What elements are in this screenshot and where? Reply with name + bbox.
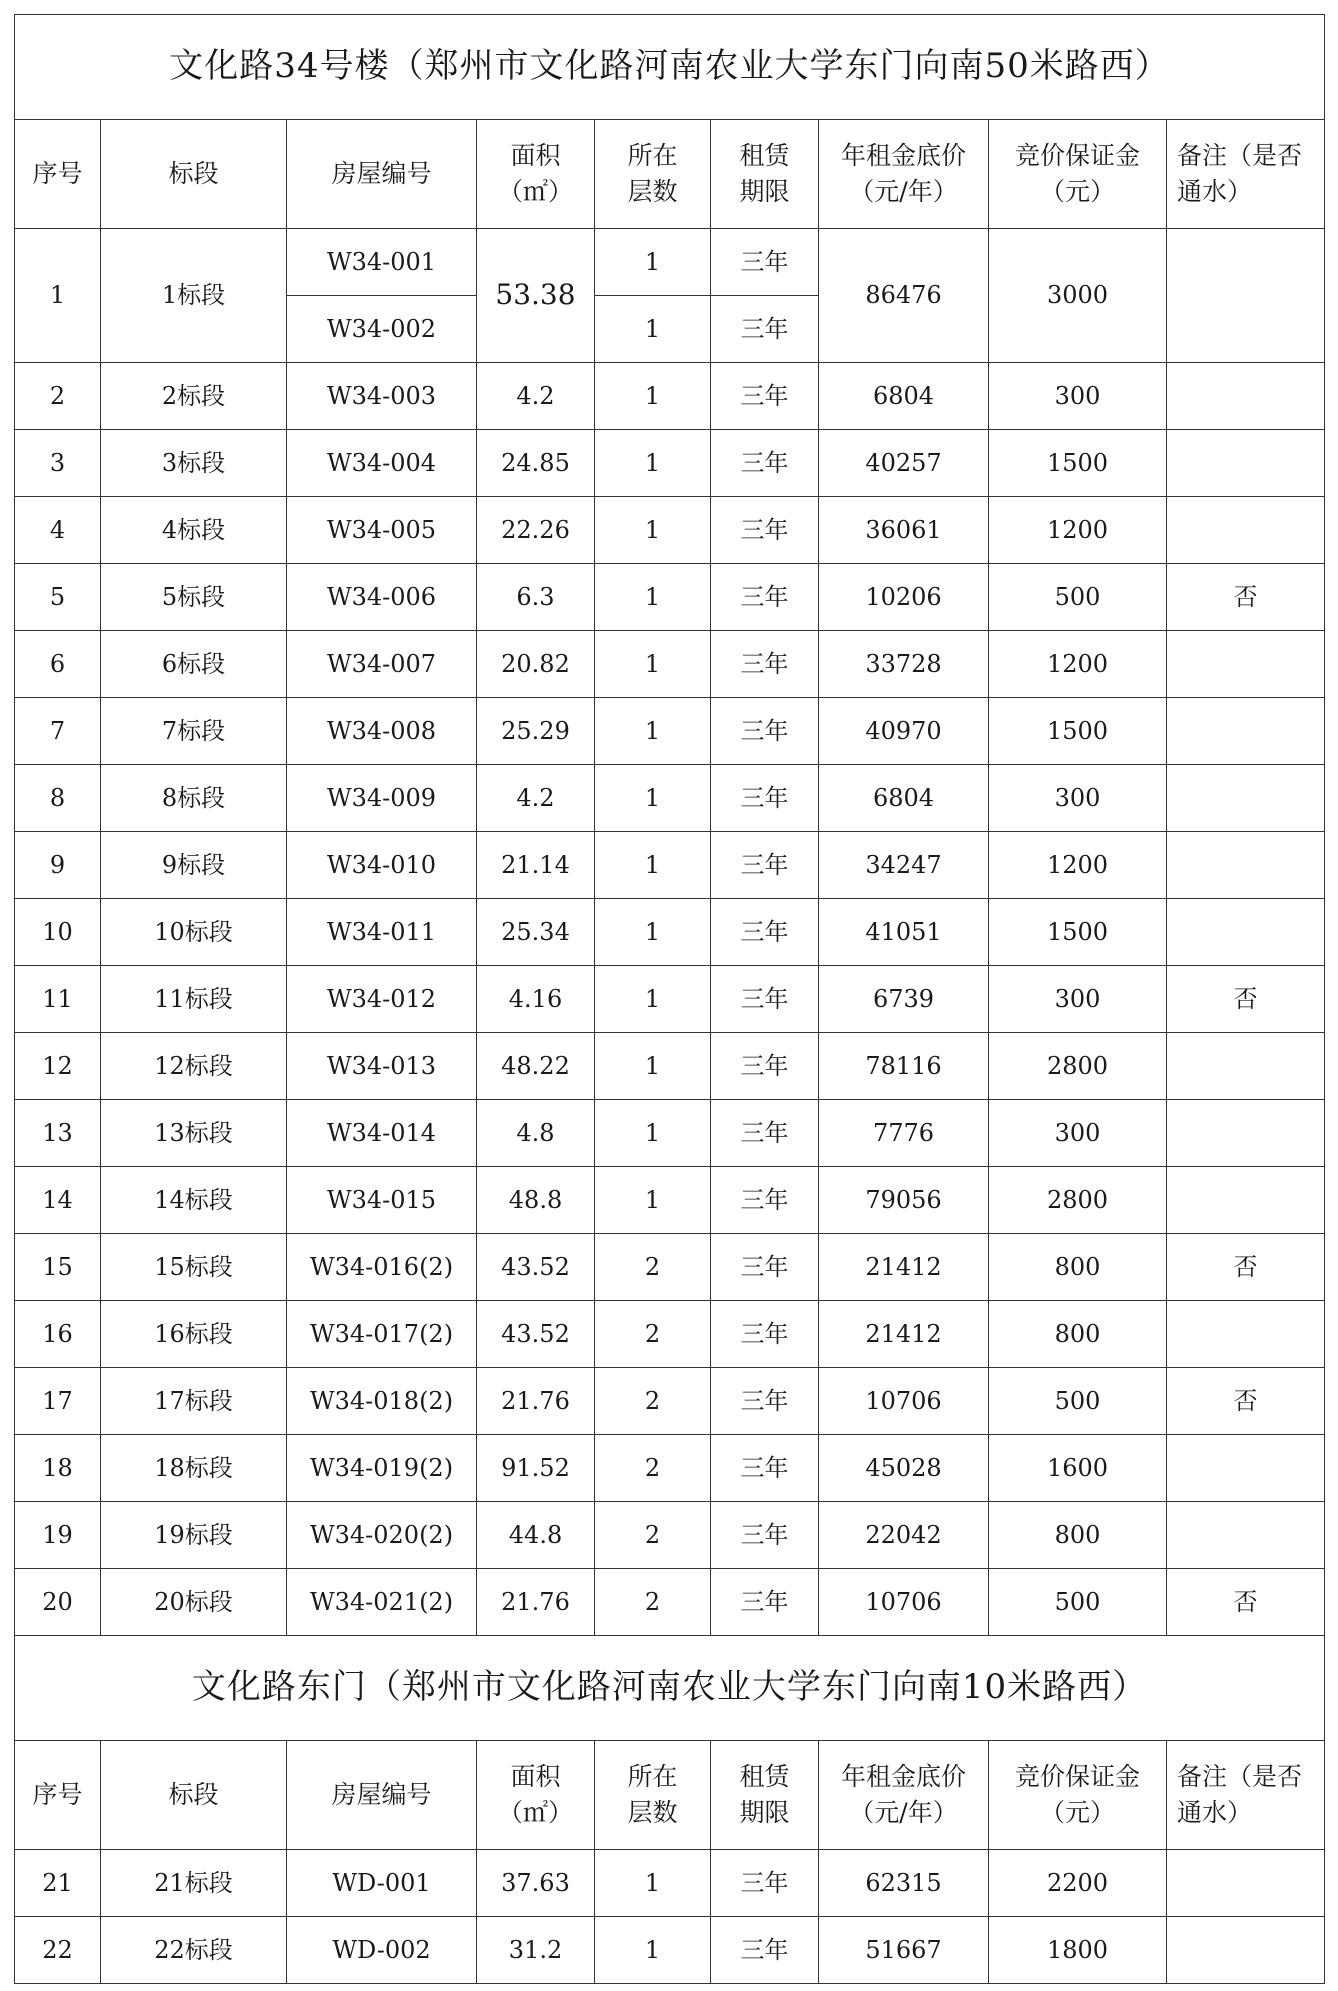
cell-deposit: 2800: [989, 1167, 1167, 1234]
header-lot: 标段: [101, 120, 287, 229]
cell-seq: 11: [15, 966, 101, 1033]
cell-floor: 1: [595, 229, 711, 296]
cell-floor: 1: [595, 966, 711, 1033]
cell-floor: 1: [595, 832, 711, 899]
cell-house: W34-014: [287, 1100, 477, 1167]
cell-deposit: 2200: [989, 1850, 1167, 1917]
cell-area: 4.8: [477, 1100, 595, 1167]
cell-note: [1167, 229, 1325, 363]
cell-lot: 5标段: [101, 564, 287, 631]
header-floor: 所在 层数: [595, 1741, 711, 1850]
cell-floor: 1: [595, 1167, 711, 1234]
cell-floor: 1: [595, 564, 711, 631]
header-term: 租赁 期限: [711, 120, 819, 229]
cell-seq: 17: [15, 1368, 101, 1435]
cell-house: W34-006: [287, 564, 477, 631]
cell-rent: 10706: [819, 1569, 989, 1636]
section-title-1: 文化路34号楼（郑州市文化路河南农业大学东门向南50米路西）: [15, 15, 1325, 120]
header-row: [15, 1741, 1325, 1850]
rental-table: [14, 14, 1325, 1984]
cell-area: 21.76: [477, 1368, 595, 1435]
cell-house: W34-005: [287, 497, 477, 564]
cell-term: 三年: [711, 1435, 819, 1502]
header-floor: 所在 层数: [595, 120, 711, 229]
table-row: [15, 564, 1325, 631]
cell-area: 48.8: [477, 1167, 595, 1234]
cell-floor: 2: [595, 1435, 711, 1502]
cell-house: W34-017(2): [287, 1301, 477, 1368]
cell-term: 三年: [711, 564, 819, 631]
cell-term: 三年: [711, 430, 819, 497]
cell-house: W34-009: [287, 765, 477, 832]
cell-rent: 41051: [819, 899, 989, 966]
cell-note: [1167, 1100, 1325, 1167]
cell-rent: 78116: [819, 1033, 989, 1100]
cell-floor: 1: [595, 631, 711, 698]
cell-note: [1167, 363, 1325, 430]
cell-note: [1167, 765, 1325, 832]
cell-area: 22.26: [477, 497, 595, 564]
cell-seq: 6: [15, 631, 101, 698]
cell-area: 4.16: [477, 966, 595, 1033]
cell-house: W34-013: [287, 1033, 477, 1100]
cell-area: 6.3: [477, 564, 595, 631]
header-house-no: 房屋编号: [287, 1741, 477, 1850]
cell-seq: 4: [15, 497, 101, 564]
cell-rent: 6739: [819, 966, 989, 1033]
cell-deposit: 300: [989, 966, 1167, 1033]
cell-rent: 7776: [819, 1100, 989, 1167]
cell-house: W34-007: [287, 631, 477, 698]
cell-seq: 21: [15, 1850, 101, 1917]
cell-floor: 1: [595, 363, 711, 430]
cell-lot: 8标段: [101, 765, 287, 832]
cell-area: 21.14: [477, 832, 595, 899]
cell-house: W34-001: [287, 229, 477, 296]
cell-term: 三年: [711, 296, 819, 363]
cell-seq: 18: [15, 1435, 101, 1502]
cell-term: 三年: [711, 497, 819, 564]
cell-note: [1167, 899, 1325, 966]
cell-deposit: 1200: [989, 832, 1167, 899]
cell-lot: 20标段: [101, 1569, 287, 1636]
table-row: [15, 1368, 1325, 1435]
cell-area: 4.2: [477, 765, 595, 832]
cell-note: 否: [1167, 564, 1325, 631]
header-lot: 标段: [101, 1741, 287, 1850]
cell-deposit: 1200: [989, 631, 1167, 698]
cell-house: W34-004: [287, 430, 477, 497]
cell-lot: 17标段: [101, 1368, 287, 1435]
cell-deposit: 800: [989, 1502, 1167, 1569]
cell-house: WD-001: [287, 1850, 477, 1917]
cell-lot: 13标段: [101, 1100, 287, 1167]
cell-seq: 10: [15, 899, 101, 966]
cell-term: 三年: [711, 363, 819, 430]
cell-note: [1167, 1033, 1325, 1100]
cell-note: [1167, 698, 1325, 765]
cell-deposit: 800: [989, 1234, 1167, 1301]
table-row: [15, 1301, 1325, 1368]
cell-house: W34-021(2): [287, 1569, 477, 1636]
cell-deposit: 1500: [989, 430, 1167, 497]
cell-term: 三年: [711, 832, 819, 899]
cell-lot: 11标段: [101, 966, 287, 1033]
cell-lot: 9标段: [101, 832, 287, 899]
cell-house: WD-002: [287, 1917, 477, 1984]
cell-lot: 15标段: [101, 1234, 287, 1301]
cell-deposit: 1600: [989, 1435, 1167, 1502]
cell-rent: 10706: [819, 1368, 989, 1435]
cell-lot: 16标段: [101, 1301, 287, 1368]
cell-seq: 1: [15, 229, 101, 363]
header-seq: 序号: [15, 1741, 101, 1850]
cell-seq: 15: [15, 1234, 101, 1301]
cell-lot: 14标段: [101, 1167, 287, 1234]
table-row: [15, 631, 1325, 698]
header-note: 备注（是否 通水）: [1167, 1741, 1325, 1850]
cell-lot: 3标段: [101, 430, 287, 497]
cell-rent: 62315: [819, 1850, 989, 1917]
cell-lot: 19标段: [101, 1502, 287, 1569]
cell-house: W34-011: [287, 899, 477, 966]
cell-area: 24.85: [477, 430, 595, 497]
cell-seq: 3: [15, 430, 101, 497]
cell-term: 三年: [711, 765, 819, 832]
cell-note: [1167, 1917, 1325, 1984]
cell-floor: 2: [595, 1502, 711, 1569]
table-row: [15, 765, 1325, 832]
cell-floor: 1: [595, 1100, 711, 1167]
cell-lot: 2标段: [101, 363, 287, 430]
cell-floor: 1: [595, 1917, 711, 1984]
header-rent: 年租金底价 （元/年）: [819, 1741, 989, 1850]
cell-note: [1167, 430, 1325, 497]
table-row: [15, 1502, 1325, 1569]
cell-rent: 79056: [819, 1167, 989, 1234]
cell-deposit: 3000: [989, 229, 1167, 363]
header-term: 租赁 期限: [711, 1741, 819, 1850]
cell-lot: 4标段: [101, 497, 287, 564]
cell-note: [1167, 1850, 1325, 1917]
cell-seq: 20: [15, 1569, 101, 1636]
cell-note: [1167, 1301, 1325, 1368]
cell-note: [1167, 832, 1325, 899]
cell-house: W34-016(2): [287, 1234, 477, 1301]
cell-rent: 21412: [819, 1301, 989, 1368]
cell-floor: 1: [595, 765, 711, 832]
cell-deposit: 300: [989, 765, 1167, 832]
cell-floor: 2: [595, 1368, 711, 1435]
cell-house: W34-020(2): [287, 1502, 477, 1569]
cell-term: 三年: [711, 1234, 819, 1301]
cell-deposit: 1200: [989, 497, 1167, 564]
table-row: [15, 1917, 1325, 1984]
cell-area: 21.76: [477, 1569, 595, 1636]
cell-rent: 6804: [819, 765, 989, 832]
cell-deposit: 500: [989, 564, 1167, 631]
cell-rent: 22042: [819, 1502, 989, 1569]
cell-house: W34-008: [287, 698, 477, 765]
cell-house: W34-010: [287, 832, 477, 899]
cell-deposit: 1500: [989, 899, 1167, 966]
cell-note: [1167, 1435, 1325, 1502]
cell-area: 37.63: [477, 1850, 595, 1917]
cell-term: 三年: [711, 899, 819, 966]
table-row: [15, 832, 1325, 899]
table-row: [15, 1569, 1325, 1636]
cell-note: 否: [1167, 966, 1325, 1033]
cell-note: [1167, 631, 1325, 698]
cell-floor: 1: [595, 430, 711, 497]
cell-seq: 13: [15, 1100, 101, 1167]
cell-floor: 2: [595, 1234, 711, 1301]
header-house-no: 房屋编号: [287, 120, 477, 229]
cell-seq: 22: [15, 1917, 101, 1984]
table-row: [15, 497, 1325, 564]
table-row: [15, 1033, 1325, 1100]
cell-rent: 86476: [819, 229, 989, 363]
cell-note: 否: [1167, 1368, 1325, 1435]
cell-rent: 45028: [819, 1435, 989, 1502]
header-rent: 年租金底价 （元/年）: [819, 120, 989, 229]
cell-term: 三年: [711, 1167, 819, 1234]
table-row: [15, 698, 1325, 765]
cell-area: 25.29: [477, 698, 595, 765]
cell-seq: 2: [15, 363, 101, 430]
cell-lot: 18标段: [101, 1435, 287, 1502]
section-title-2: 文化路东门（郑州市文化路河南农业大学东门向南10米路西）: [15, 1636, 1325, 1741]
cell-seq: 5: [15, 564, 101, 631]
cell-term: 三年: [711, 1917, 819, 1984]
cell-term: 三年: [711, 1569, 819, 1636]
cell-lot: 12标段: [101, 1033, 287, 1100]
cell-term: 三年: [711, 1033, 819, 1100]
cell-floor: 2: [595, 1301, 711, 1368]
cell-floor: 1: [595, 296, 711, 363]
cell-rent: 40970: [819, 698, 989, 765]
cell-area: 48.22: [477, 1033, 595, 1100]
cell-deposit: 300: [989, 1100, 1167, 1167]
cell-term: 三年: [711, 1502, 819, 1569]
cell-floor: 1: [595, 1850, 711, 1917]
table-row: [15, 1234, 1325, 1301]
cell-term: 三年: [711, 1850, 819, 1917]
cell-term: 三年: [711, 1368, 819, 1435]
header-area: 面积 （㎡）: [477, 120, 595, 229]
table-row: [15, 363, 1325, 430]
cell-area: 91.52: [477, 1435, 595, 1502]
cell-term: 三年: [711, 229, 819, 296]
cell-house: W34-018(2): [287, 1368, 477, 1435]
cell-rent: 36061: [819, 497, 989, 564]
cell-term: 三年: [711, 1301, 819, 1368]
cell-area: 20.82: [477, 631, 595, 698]
cell-house: W34-019(2): [287, 1435, 477, 1502]
header-deposit: 竞价保证金 （元）: [989, 1741, 1167, 1850]
table-row: [15, 430, 1325, 497]
cell-deposit: 500: [989, 1569, 1167, 1636]
cell-lot: 1标段: [101, 229, 287, 363]
cell-lot: 22标段: [101, 1917, 287, 1984]
cell-house: W34-015: [287, 1167, 477, 1234]
cell-area: 4.2: [477, 363, 595, 430]
cell-seq: 9: [15, 832, 101, 899]
table-row: [15, 1167, 1325, 1234]
cell-note: 否: [1167, 1569, 1325, 1636]
header-area: 面积 （㎡）: [477, 1741, 595, 1850]
table-row: [15, 1435, 1325, 1502]
cell-note: [1167, 497, 1325, 564]
cell-house: W34-002: [287, 296, 477, 363]
cell-term: 三年: [711, 631, 819, 698]
cell-rent: 21412: [819, 1234, 989, 1301]
cell-area: 25.34: [477, 899, 595, 966]
header-note: 备注（是否 通水）: [1167, 120, 1325, 229]
header-row: [15, 120, 1325, 229]
cell-seq: 7: [15, 698, 101, 765]
cell-rent: 34247: [819, 832, 989, 899]
rental-document: [14, 14, 1324, 1984]
cell-seq: 16: [15, 1301, 101, 1368]
cell-lot: 6标段: [101, 631, 287, 698]
cell-deposit: 1500: [989, 698, 1167, 765]
cell-rent: 33728: [819, 631, 989, 698]
cell-rent: 6804: [819, 363, 989, 430]
cell-area: 43.52: [477, 1234, 595, 1301]
cell-house: W34-003: [287, 363, 477, 430]
table-row: [15, 229, 1325, 296]
cell-floor: 1: [595, 698, 711, 765]
cell-seq: 12: [15, 1033, 101, 1100]
cell-area: 53.38: [477, 229, 595, 363]
table-row: [15, 899, 1325, 966]
cell-lot: 7标段: [101, 698, 287, 765]
table-row: [15, 1100, 1325, 1167]
cell-note: [1167, 1167, 1325, 1234]
cell-deposit: 800: [989, 1301, 1167, 1368]
cell-area: 44.8: [477, 1502, 595, 1569]
cell-deposit: 2800: [989, 1033, 1167, 1100]
cell-floor: 1: [595, 899, 711, 966]
table-row: [15, 966, 1325, 1033]
cell-floor: 2: [595, 1569, 711, 1636]
cell-rent: 51667: [819, 1917, 989, 1984]
cell-rent: 40257: [819, 430, 989, 497]
cell-floor: 1: [595, 497, 711, 564]
cell-seq: 14: [15, 1167, 101, 1234]
cell-deposit: 500: [989, 1368, 1167, 1435]
cell-seq: 8: [15, 765, 101, 832]
cell-note: 否: [1167, 1234, 1325, 1301]
cell-house: W34-012: [287, 966, 477, 1033]
table-row: [15, 1850, 1325, 1917]
cell-lot: 21标段: [101, 1850, 287, 1917]
cell-deposit: 300: [989, 363, 1167, 430]
cell-area: 31.2: [477, 1917, 595, 1984]
cell-term: 三年: [711, 1100, 819, 1167]
cell-floor: 1: [595, 1033, 711, 1100]
header-seq: 序号: [15, 120, 101, 229]
cell-deposit: 1800: [989, 1917, 1167, 1984]
cell-seq: 19: [15, 1502, 101, 1569]
cell-lot: 10标段: [101, 899, 287, 966]
cell-rent: 10206: [819, 564, 989, 631]
cell-note: [1167, 1502, 1325, 1569]
cell-term: 三年: [711, 966, 819, 1033]
header-deposit: 竞价保证金 （元）: [989, 120, 1167, 229]
cell-term: 三年: [711, 698, 819, 765]
cell-area: 43.52: [477, 1301, 595, 1368]
